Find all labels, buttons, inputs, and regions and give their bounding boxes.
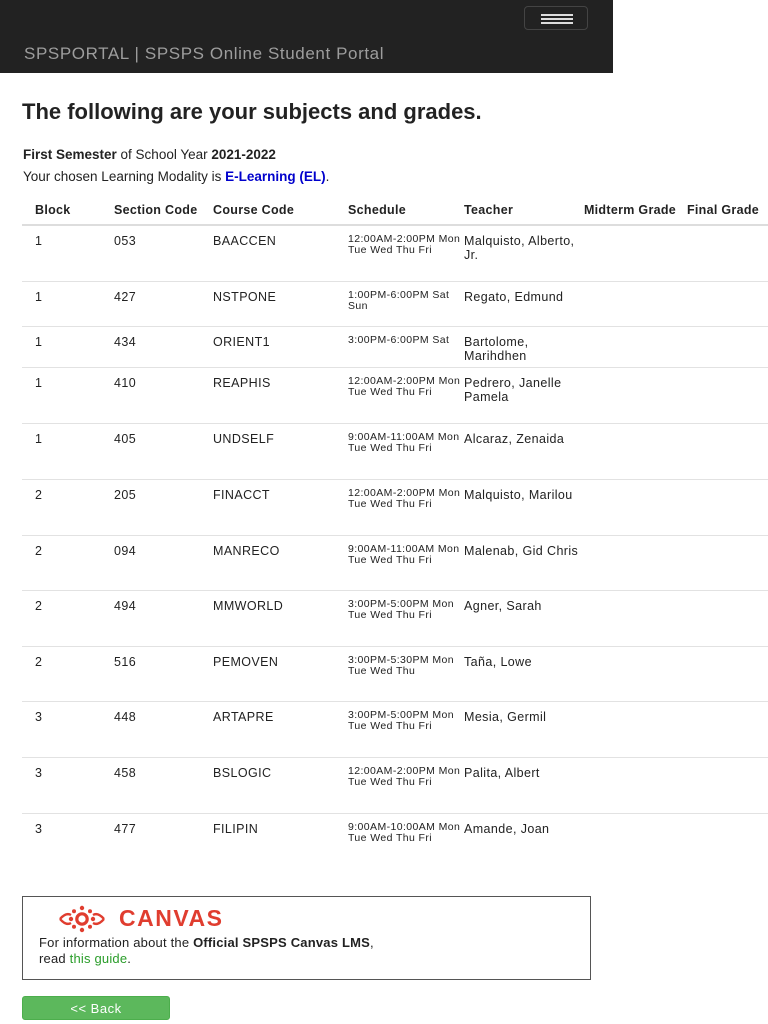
cell-teacher: Bartolome, Marihdhen (464, 326, 582, 367)
header-course-code: Course Code (213, 188, 348, 225)
table-row (22, 757, 768, 813)
cell-schedule: 9:00AM-10:00AM Mon Tue Wed Thu Fri (348, 820, 461, 844)
header-teacher: Teacher (464, 188, 582, 225)
cell-teacher: Palita, Albert (464, 757, 582, 813)
cell-course-code: FILIPIN (213, 821, 259, 836)
cell-section-code: 516 (114, 646, 213, 701)
cell-block: 3 (35, 821, 43, 836)
cell-block: 2 (22, 535, 114, 590)
cell-section-code: 448 (114, 701, 213, 757)
cell-midterm-grade (582, 326, 678, 367)
cell-section-code: 434 (114, 326, 213, 367)
cell-section-code: 094 (114, 535, 213, 590)
cell-final-grade (678, 225, 768, 281)
cell-section-code: 410 (114, 367, 213, 423)
cell-block: 2 (22, 646, 114, 701)
cell-midterm-grade (582, 535, 678, 590)
cell-final-grade (678, 813, 768, 867)
cell-final-grade (678, 646, 768, 701)
cell-schedule: 3:00PM-5:00PM Mon Tue Wed Thu Fri (348, 701, 464, 757)
menu-toggle-button[interactable] (524, 6, 588, 30)
table-row (22, 701, 768, 757)
cell-block: 1 (22, 367, 114, 423)
cell-midterm-grade (582, 646, 678, 701)
cell-midterm-grade (582, 590, 678, 646)
cell-final-grade (678, 281, 768, 326)
canvas-info-prefix: For information about the (39, 935, 194, 950)
semester-label: First Semester (23, 147, 117, 162)
cell-block: 2 (22, 590, 114, 646)
cell-teacher: Agner, Sarah (464, 590, 582, 646)
cell-final-grade (678, 590, 768, 646)
cell-schedule: 1:00PM-6:00PM Sat Sun (348, 281, 464, 326)
cell-final-grade (678, 701, 768, 757)
table-row (22, 590, 768, 646)
cell-section-code: 458 (114, 757, 213, 813)
cell-section-code: 494 (114, 590, 213, 646)
cell-course-code: ORIENT1 (213, 326, 348, 367)
cell-teacher: Mesia, Germil (464, 701, 582, 757)
header-final-grade: Final Grade (678, 188, 768, 225)
table-row (22, 813, 768, 867)
table-row (22, 535, 768, 590)
cell-midterm-grade (582, 479, 678, 535)
header-section-code: Section Code (114, 188, 213, 225)
table-row (22, 646, 768, 701)
cell-teacher: Taña, Lowe (464, 646, 582, 701)
semester-info (23, 147, 276, 162)
cell-teacher: Amande, Joan (464, 821, 550, 836)
cell-schedule: 12:00AM-2:00PM Mon Tue Wed Thu Fri (348, 367, 464, 423)
cell-block: 3 (22, 757, 114, 813)
cell-midterm-grade (582, 225, 678, 281)
grades-table (22, 188, 768, 867)
table-row (22, 479, 768, 535)
cell-course-code: REAPHIS (213, 367, 348, 423)
cell-midterm-grade (582, 701, 678, 757)
canvas-link-suffix: . (127, 951, 132, 966)
modality-prefix: Your chosen Learning Modality is (23, 169, 226, 184)
modality-suffix: . (325, 169, 330, 184)
cell-teacher: Alcaraz, Zenaida (464, 423, 582, 479)
cell-schedule: 12:00AM-2:00PM Mon Tue Wed Thu Fri (348, 757, 464, 813)
canvas-read-text: read (39, 951, 70, 966)
cell-section-code: 205 (114, 479, 213, 535)
cell-teacher: Pedrero, Janelle Pamela (464, 367, 582, 423)
cell-final-grade (678, 479, 768, 535)
cell-block: 2 (22, 479, 114, 535)
canvas-info-text (39, 935, 374, 967)
brand-link[interactable]: SPSPORTAL | SPSPS Online Student Portal (24, 44, 385, 63)
cell-course-code: BSLOGIC (213, 757, 348, 813)
cell-teacher: Malquisto, Alberto, Jr. (464, 225, 582, 281)
header-block: Block (22, 188, 114, 225)
cell-course-code: NSTPONE (213, 281, 348, 326)
modality-value: E-Learning (EL) (225, 169, 326, 184)
cell-block: 1 (22, 281, 114, 326)
cell-teacher: Regato, Edmund (464, 281, 582, 326)
header-schedule: Schedule (348, 188, 464, 225)
cell-course-code: FINACCT (213, 479, 348, 535)
canvas-info-bold: Official SPSPS Canvas LMS (193, 935, 371, 950)
cell-block: 3 (22, 701, 114, 757)
table-row (22, 367, 768, 423)
cell-course-code: ARTAPRE (213, 701, 348, 757)
cell-course-code: MMWORLD (213, 590, 348, 646)
canvas-logo-text: CANVAS (119, 905, 224, 931)
table-row (22, 281, 768, 326)
cell-schedule: 12:00AM-2:00PM Mon Tue Wed Thu Fri (348, 479, 464, 535)
cell-midterm-grade (582, 813, 678, 867)
cell-final-grade (678, 326, 768, 367)
canvas-guide-link[interactable]: this guide (69, 951, 128, 966)
canvas-info-box (22, 896, 591, 980)
cell-section-code: 405 (114, 423, 213, 479)
cell-schedule: 12:00AM-2:00PM Mon Tue Wed Thu Fri (348, 225, 464, 281)
cell-midterm-grade (582, 757, 678, 813)
cell-midterm-grade (582, 367, 678, 423)
cell-section-code: 477 (114, 821, 137, 836)
cell-course-code: BAACCEN (213, 225, 348, 281)
cell-final-grade (678, 757, 768, 813)
page-title: The following are your subjects and grades. (22, 99, 482, 124)
cell-block: 1 (22, 423, 114, 479)
cell-schedule: 9:00AM-11:00AM Mon Tue Wed Thu Fri (348, 423, 464, 479)
cell-final-grade (678, 367, 768, 423)
cell-section-code: 427 (114, 281, 213, 326)
cell-block: 1 (22, 326, 114, 367)
modality-info (23, 169, 329, 184)
cell-schedule: 3:00PM-5:30PM Mon Tue Wed Thu (348, 646, 464, 701)
cell-teacher: Malquisto, Marilou (464, 479, 582, 535)
table-header-row (22, 188, 768, 225)
cell-schedule: 9:00AM-11:00AM Mon Tue Wed Thu Fri (348, 535, 464, 590)
semester-mid-text: of School Year (116, 147, 212, 162)
cell-final-grade (678, 535, 768, 590)
cell-midterm-grade (582, 281, 678, 326)
cell-teacher: Malenab, Gid Chris (464, 535, 582, 590)
cell-block: 1 (22, 225, 114, 281)
cell-final-grade (678, 423, 768, 479)
cell-schedule: 3:00PM-6:00PM Sat (348, 326, 464, 367)
cell-schedule: 3:00PM-5:00PM Mon Tue Wed Thu Fri (348, 590, 464, 646)
cell-course-code: PEMOVEN (213, 646, 348, 701)
canvas-logo-icon (58, 905, 106, 933)
canvas-info-suffix: , (370, 935, 374, 950)
top-navbar (0, 0, 613, 73)
cell-course-code: UNDSELF (213, 423, 348, 479)
back-button[interactable]: << Back (22, 996, 170, 1020)
header-midterm-grade: Midterm Grade (582, 188, 678, 225)
cell-midterm-grade (582, 423, 678, 479)
table-row (22, 225, 768, 281)
table-row (22, 326, 768, 367)
table-row (22, 423, 768, 479)
cell-course-code: MANRECO (213, 535, 348, 590)
school-year: 2021-2022 (211, 147, 276, 162)
cell-section-code: 053 (114, 225, 213, 281)
